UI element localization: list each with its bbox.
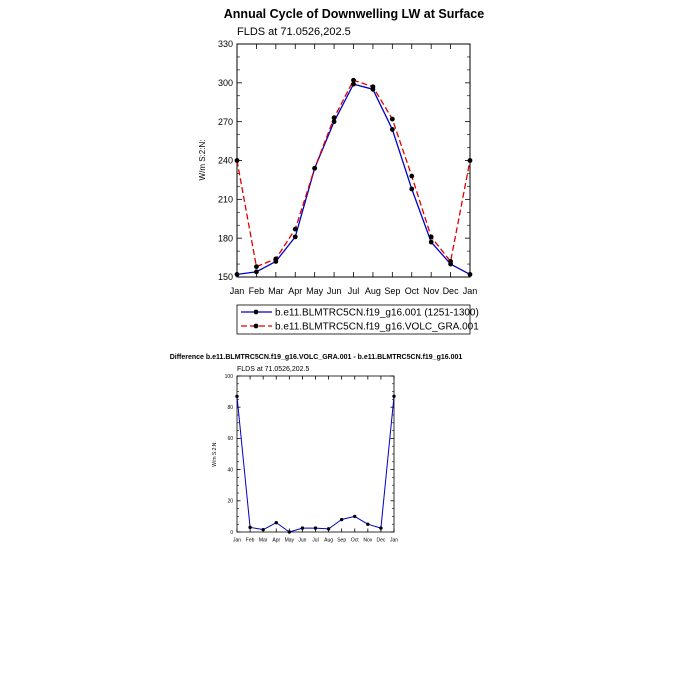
x-tick-label: Jul (312, 537, 319, 544)
data-point-series-1 (409, 187, 414, 192)
x-tick-label: Jun (326, 286, 342, 296)
legend-label-series-1: b.e11.BLMTRC5CN.f19_g16.001 (1251-1300) (275, 307, 479, 319)
data-point-series-1 (248, 526, 251, 529)
x-tick-label: Jan (232, 537, 242, 544)
x-tick-label: Aug (364, 286, 381, 296)
data-point-series-2 (390, 117, 395, 122)
x-tick-label: Jan (462, 286, 478, 296)
data-point-series-1 (288, 530, 291, 533)
y-tick-label: 0 (230, 529, 233, 536)
x-tick-label: Dec (376, 537, 386, 544)
x-tick-label: Sep (384, 286, 401, 296)
data-point-series-1 (275, 521, 278, 524)
y-tick-label: 100 (224, 373, 233, 380)
data-point-series-1 (390, 127, 395, 132)
data-point-series-2 (332, 115, 337, 120)
x-tick-label: Mar (258, 537, 268, 544)
x-tick-label: Sep (337, 537, 347, 544)
chart-1 (198, 7, 484, 334)
y-tick-label: 210 (217, 194, 233, 205)
data-point-series-1 (254, 269, 259, 274)
chart-1-series (235, 78, 473, 277)
y-tick-label: 150 (217, 272, 233, 283)
x-tick-label: Jan (229, 286, 245, 296)
data-point-series-2 (312, 166, 317, 171)
y-tick-label: 270 (217, 116, 233, 127)
x-tick-label: Jan (389, 537, 399, 544)
y-tick-label: 60 (227, 436, 233, 443)
x-tick-label: Apr (272, 537, 281, 544)
chart-1-y-tick-labels (218, 39, 233, 282)
x-tick-label: May (284, 537, 295, 544)
y-tick-label: 180 (217, 233, 233, 244)
x-tick-label: Dec (442, 286, 459, 296)
chart-2-plot-frame (237, 376, 394, 532)
x-tick-label: Mar (268, 286, 284, 296)
x-tick-label: Apr (288, 286, 303, 296)
y-tick-label: 80 (227, 404, 233, 411)
data-point-series-1 (429, 240, 434, 245)
chart-1-y-axis-label: W/m S:2:N: (198, 139, 207, 181)
y-tick-label: 300 (217, 77, 233, 88)
chart-2 (170, 354, 463, 544)
data-point-series-1 (261, 528, 264, 531)
data-point-series-1 (379, 526, 382, 529)
data-point-series-1 (468, 272, 473, 277)
data-point-series-2 (293, 227, 298, 232)
chart-2-series (235, 395, 395, 534)
x-tick-label: Jul (347, 286, 360, 296)
chart-2-ticks (237, 376, 394, 532)
x-tick-label: Nov (363, 537, 373, 544)
x-tick-label: Nov (423, 286, 440, 296)
data-point-series-1 (314, 526, 317, 529)
chart-2-x-tick-labels (233, 538, 398, 544)
series-line-1 (237, 396, 394, 532)
data-point-series-1 (366, 523, 369, 526)
chart-1-title: Annual Cycle of Downwelling LW at Surface (223, 7, 485, 21)
x-tick-label: Oct (404, 286, 419, 296)
data-point-series-2 (468, 158, 473, 163)
y-tick-label: 20 (227, 498, 233, 505)
series-line-2 (237, 80, 470, 266)
legend-marker-series-2 (254, 324, 259, 329)
x-tick-label: Oct (350, 537, 359, 544)
legend-label-series-2: b.e11.BLMTRC5CN.f19_g16.VOLC_GRA.001 (275, 321, 479, 333)
data-point-series-2 (351, 78, 356, 83)
x-tick-label: May (306, 286, 324, 296)
chart-1-x-tick-labels (230, 286, 478, 296)
legend-marker-series-1 (254, 310, 259, 315)
data-point-series-2 (254, 264, 259, 269)
data-point-series-1 (392, 395, 395, 398)
data-point-series-1 (293, 234, 298, 239)
data-point-series-2 (409, 174, 414, 179)
chart-1-legend (237, 305, 479, 334)
y-tick-label: 40 (227, 467, 233, 474)
data-point-series-1 (327, 527, 330, 530)
data-point-series-1 (353, 515, 356, 518)
chart-1-subtitle: FLDS at 71.0526,202.5 (237, 26, 351, 38)
data-point-series-2 (429, 234, 434, 239)
data-point-series-1 (235, 395, 238, 398)
x-tick-label: Jun (298, 537, 307, 544)
x-tick-label: Feb (245, 537, 255, 544)
chart-2-y-tick-labels (225, 374, 234, 536)
y-tick-label: 330 (217, 39, 233, 50)
x-tick-label: Feb (248, 286, 265, 296)
series-line-1 (237, 84, 470, 274)
data-point-series-2 (273, 256, 278, 261)
data-point-series-1 (340, 518, 343, 521)
chart-2-y-axis-label: W/m S:2:N: (212, 441, 218, 467)
data-point-series-2 (235, 158, 240, 163)
x-tick-label: Aug (324, 537, 334, 544)
chart-2-subtitle: FLDS at 71.0526,202.5 (237, 366, 310, 373)
data-point-series-2 (448, 259, 453, 264)
chart-2-title: Difference b.e11.BLMTRC5CN.f19_g16.VOLC_GRA.001 - b.e11.BLMTRC5CN.f19_g16.001 (169, 354, 463, 361)
data-point-series-2 (371, 84, 376, 89)
y-tick-label: 240 (217, 155, 233, 166)
data-point-series-1 (235, 272, 240, 277)
data-point-series-1 (301, 526, 304, 529)
